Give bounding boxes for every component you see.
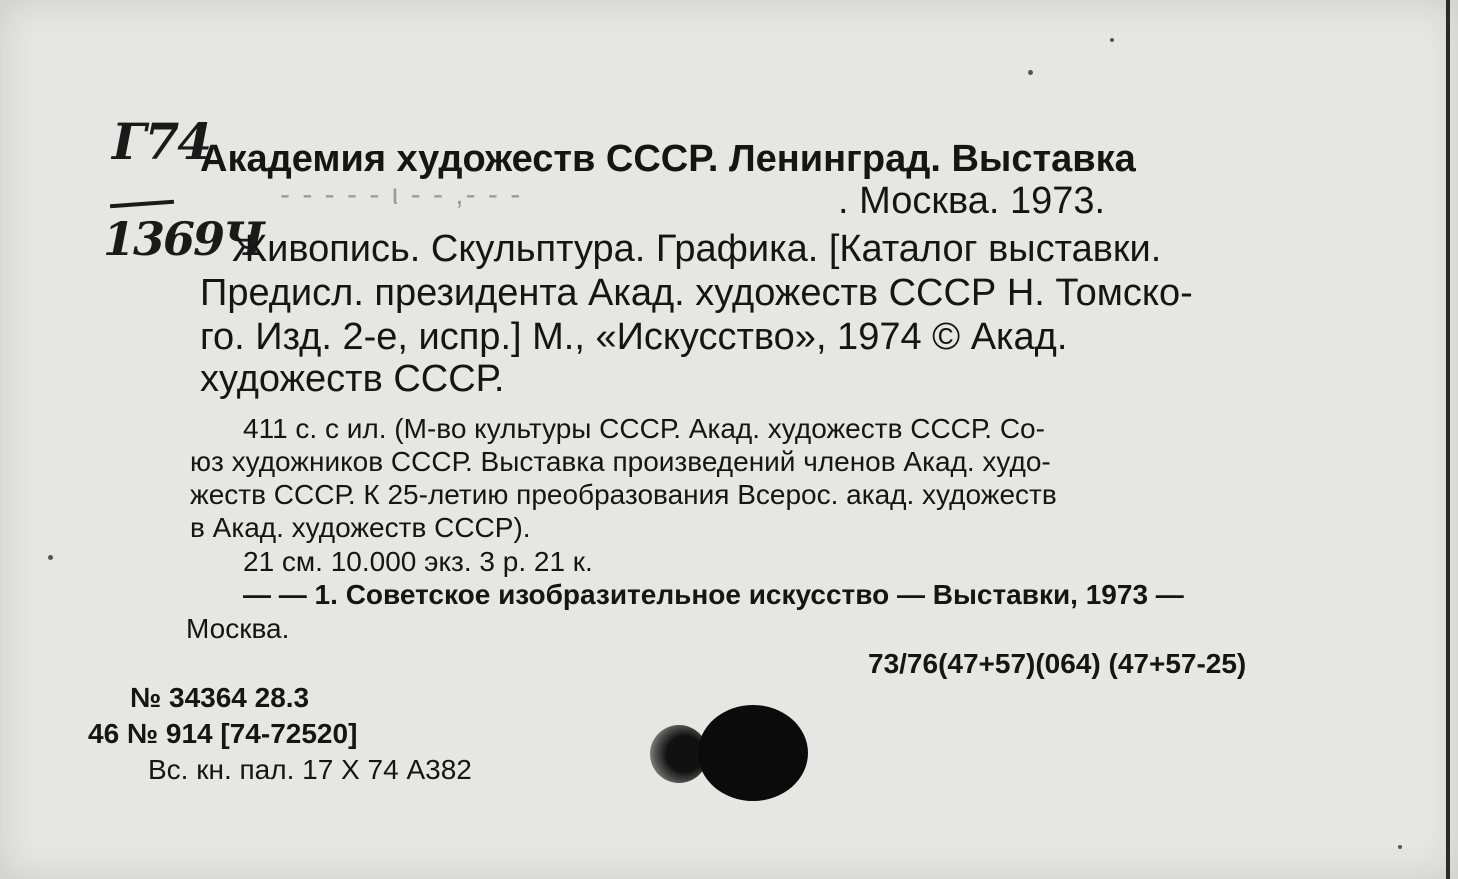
footer-line-2: 46 № 914 [74-72520] <box>88 718 358 749</box>
edition-line: 21 см. 10.000 экз. 3 р. 21 к. <box>243 546 593 577</box>
footer-line-1: № 34364 28.3 <box>130 682 310 713</box>
notes-line-1: 411 с. с ил. (М-во культуры СССР. Акад. художеств СССР. Со- <box>243 413 1045 444</box>
notes-line-4: в Акад. художеств СССР). <box>190 512 531 543</box>
dust-speck <box>1028 70 1033 75</box>
notes-line-2: юз художников СССР. Выставка произведений членов Акад. худо- <box>190 446 1051 477</box>
dust-speck <box>1110 38 1114 42</box>
title-line-1: Академия художеств СССР. Ленинград. Выставка <box>200 138 1136 180</box>
call-number-bottom: 1369Ч <box>103 212 264 266</box>
title-line-2-end: . Москва. 1973. <box>838 180 1106 222</box>
subject-line-2: Москва. <box>186 613 290 644</box>
dust-speck <box>48 555 53 560</box>
subject-line-1: — — 1. Советское изобразительное искусство — Выставки, 1973 — <box>243 579 1184 610</box>
title-line-2-smudged: - - - - - ι - - ,- - - <box>280 178 523 211</box>
body-line-4: художеств СССР. <box>200 358 505 400</box>
body-line-3: го. Изд. 2-е, испр.] М., «Искусство», 1974 © Акад. <box>200 316 1068 358</box>
footer-line-3: Вс. кн. пал. 17 X 74 А382 <box>148 754 472 785</box>
call-number-divider <box>110 200 174 208</box>
card-edge <box>1446 0 1450 879</box>
dust-speck <box>1398 845 1402 849</box>
call-number-top: Г74 <box>112 112 211 171</box>
notes-line-3: жеств СССР. К 25-летию преобразования Всерос. акад. художеств <box>190 479 1057 510</box>
punch-hole-right <box>698 705 808 801</box>
body-line-1: Живопись. Скульптура. Графика. [Каталог выставки. <box>232 228 1162 270</box>
body-line-2: Предисл. президента Акад. художеств СССР Н. Томско- <box>200 272 1193 314</box>
classification-code: 73/76(47+57)(064) (47+57-25) <box>868 648 1247 679</box>
